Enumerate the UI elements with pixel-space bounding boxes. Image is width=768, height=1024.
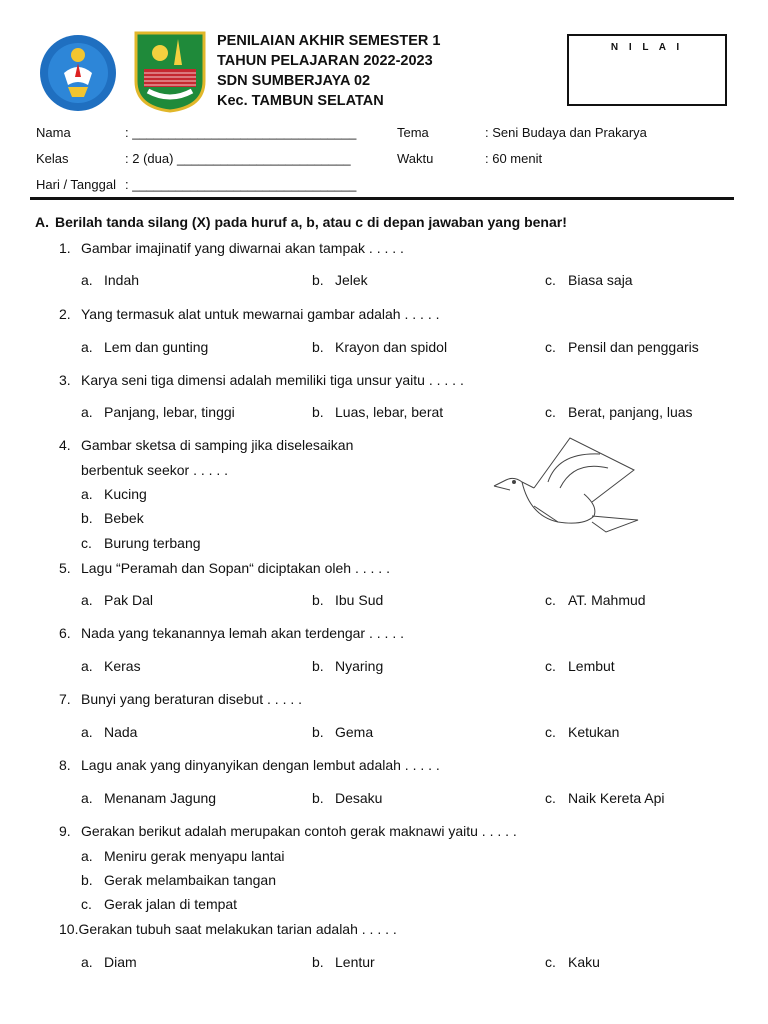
option-letter: c. [545, 658, 556, 674]
option-text: Meniru gerak menyapu lantai [104, 848, 285, 864]
question-10 [59, 921, 397, 937]
option-letter: b. [312, 790, 324, 806]
q4-option-b[interactable] [81, 510, 144, 526]
option-letter: c. [545, 404, 556, 420]
option-text: Nada [104, 724, 138, 740]
tut-wuri-handayani-logo [38, 33, 118, 113]
nama-label: Nama [36, 125, 71, 140]
question-number: 7. [59, 691, 71, 707]
q5-option-a[interactable] [81, 592, 153, 608]
option-letter: a. [81, 404, 93, 420]
question-number: 8. [59, 757, 71, 773]
question-text: Gerakan tubuh saat melakukan tarian adalah . . . . . [78, 921, 397, 937]
option-letter: a. [81, 339, 93, 355]
question-6 [59, 625, 404, 641]
header-line-4: Kec. TAMBUN SELATAN [217, 93, 384, 109]
option-text: Bebek [104, 510, 144, 526]
score-box[interactable] [567, 34, 727, 106]
option-letter: b. [312, 272, 324, 288]
question-4-text-line-2: berbentuk seekor . . . . . [81, 462, 229, 478]
section-a-letter: A. [35, 214, 49, 230]
q8-option-b[interactable] [312, 790, 382, 806]
waktu-value: : 60 menit [485, 151, 543, 166]
question-7 [59, 691, 302, 707]
option-text: Lembut [568, 658, 615, 674]
option-letter: c. [81, 535, 92, 551]
q2-option-a[interactable] [81, 339, 208, 355]
header-line-1: PENILAIAN AKHIR SEMESTER 1 [217, 33, 441, 49]
q9-option-c[interactable] [81, 896, 237, 912]
question-text: Gambar imajinatif yang diwarnai akan tampak . . . . . [81, 240, 404, 256]
header-divider [30, 197, 734, 200]
question-number: 1. [59, 240, 71, 256]
q2-option-c[interactable] [545, 339, 699, 355]
q6-option-b[interactable] [312, 658, 383, 674]
option-letter: a. [81, 272, 93, 288]
option-text: Desaku [335, 790, 383, 806]
option-letter: b. [81, 872, 93, 888]
q3-option-a[interactable] [81, 404, 235, 420]
question-2 [59, 306, 439, 322]
option-text: Gema [335, 724, 374, 740]
q9-option-a[interactable] [81, 848, 285, 864]
question-text: Nada yang tekanannya lemah akan terdengar . . . . . [81, 625, 404, 641]
option-text: Panjang, lebar, tinggi [104, 404, 235, 420]
option-letter: a. [81, 658, 93, 674]
option-text: Berat, panjang, luas [568, 404, 693, 420]
option-letter: c. [545, 724, 556, 740]
option-letter: b. [312, 658, 324, 674]
bekasi-regency-logo [130, 29, 210, 113]
kelas-field[interactable]: : 2 (dua) ________________________ [125, 151, 351, 166]
option-letter: a. [81, 790, 93, 806]
question-text: Lagu “Peramah dan Sopan“ diciptakan oleh . . . . . [81, 560, 390, 576]
option-letter: c. [545, 272, 556, 288]
option-text: Ketukan [568, 724, 620, 740]
q1-option-b[interactable] [312, 272, 368, 288]
option-text: Pensil dan penggaris [568, 339, 699, 355]
q1-option-a[interactable] [81, 272, 139, 288]
q4-option-c[interactable] [81, 535, 201, 551]
option-text: Gerak melambaikan tangan [104, 872, 276, 888]
option-text: Keras [104, 658, 141, 674]
hari-tanggal-field[interactable]: : _______________________________ [125, 177, 357, 192]
question-number: 4. [59, 437, 71, 453]
option-letter: c. [545, 592, 556, 608]
header-line-3: SDN SUMBERJAYA 02 [217, 73, 371, 89]
q1-option-c[interactable] [545, 272, 633, 288]
q9-option-b[interactable] [81, 872, 276, 888]
section-a-instruction: Berilah tanda silang (X) pada huruf a, b, atau c di depan jawaban yang benar! [55, 214, 567, 230]
option-text: Pak Dal [104, 592, 154, 608]
option-letter: b. [312, 592, 324, 608]
q8-option-a[interactable] [81, 790, 216, 806]
tema-value: : Seni Budaya dan Prakarya [485, 125, 647, 140]
option-text: Nyaring [335, 658, 384, 674]
q2-option-b[interactable] [312, 339, 447, 355]
option-letter: b. [312, 954, 324, 970]
question-number: 9. [59, 823, 71, 839]
option-text: Kaku [568, 954, 600, 970]
question-number: 5. [59, 560, 71, 576]
hari-tanggal-label: Hari / Tanggal [36, 177, 116, 192]
option-letter: b. [312, 724, 324, 740]
option-text: Indah [104, 272, 140, 288]
q3-option-b[interactable] [312, 404, 443, 420]
question-text: Karya seni tiga dimensi adalah memiliki tiga unsur yaitu . . . . . [81, 372, 464, 388]
q8-option-c[interactable] [545, 790, 665, 806]
question-text: Bunyi yang beraturan disebut . . . . . [81, 691, 303, 707]
option-text: AT. Mahmud [568, 592, 646, 608]
option-letter: a. [81, 592, 93, 608]
option-letter: c. [81, 896, 92, 912]
option-letter: c. [545, 790, 556, 806]
question-5 [59, 560, 390, 576]
q5-option-c[interactable] [545, 592, 646, 608]
option-letter: a. [81, 486, 93, 502]
waktu-label: Waktu [397, 151, 434, 166]
question-1 [59, 240, 404, 256]
option-letter: a. [81, 724, 93, 740]
option-text: Jelek [335, 272, 368, 288]
option-text: Diam [104, 954, 137, 970]
option-letter: c. [545, 339, 556, 355]
section-a-title [35, 214, 567, 230]
option-text: Krayon dan spidol [335, 339, 448, 355]
q7-option-b[interactable] [312, 724, 373, 740]
q7-option-a[interactable] [81, 724, 137, 740]
q4-option-a[interactable] [81, 486, 147, 502]
header-line-2: TAHUN PELAJARAN 2022-2023 [217, 53, 433, 69]
question-8 [59, 757, 440, 773]
nama-field[interactable]: : _______________________________ [125, 125, 357, 140]
option-letter: c. [545, 954, 556, 970]
option-letter: b. [81, 510, 93, 526]
tema-label: Tema [397, 125, 429, 140]
option-text: Luas, lebar, berat [335, 404, 444, 420]
option-text: Naik Kereta Api [568, 790, 665, 806]
question-text: Gerakan berikut adalah merupakan contoh gerak maknawi yaitu . . . . . [81, 823, 517, 839]
option-letter: a. [81, 954, 93, 970]
question-text: Gambar sketsa di samping jika diselesaikan [81, 437, 354, 453]
question-3 [59, 372, 464, 388]
question-number: 6. [59, 625, 71, 641]
option-letter: b. [312, 404, 324, 420]
q7-option-c[interactable] [545, 724, 619, 740]
question-text: Lagu anak yang dinyanyikan dengan lembut adalah . . . . . [81, 757, 440, 773]
option-text: Lem dan gunting [104, 339, 209, 355]
option-text: Biasa saja [568, 272, 633, 288]
question-9 [59, 823, 517, 839]
question-4 [59, 437, 353, 453]
exam-header [217, 31, 440, 111]
q10-option-c[interactable] [545, 954, 600, 970]
score-box-label: N I L A I [610, 42, 684, 53]
question-number: 10. [59, 921, 79, 937]
option-letter: b. [312, 339, 324, 355]
bird-sketch-image [488, 432, 648, 547]
q6-option-c[interactable] [545, 658, 615, 674]
q10-option-b[interactable] [312, 954, 375, 970]
question-text: Yang termasuk alat untuk mewarnai gambar adalah . . . . . [81, 306, 440, 322]
option-text: Gerak jalan di tempat [104, 896, 238, 912]
option-text: Lentur [335, 954, 375, 970]
option-text: Menanam Jagung [104, 790, 217, 806]
option-text: Ibu Sud [335, 592, 384, 608]
question-number: 2. [59, 306, 71, 322]
option-text: Kucing [104, 486, 147, 502]
q5-option-b[interactable] [312, 592, 383, 608]
kelas-label: Kelas [36, 151, 69, 166]
option-letter: a. [81, 848, 93, 864]
q3-option-c[interactable] [545, 404, 693, 420]
question-number: 3. [59, 372, 71, 388]
option-text: Burung terbang [104, 535, 201, 551]
q10-option-a[interactable] [81, 954, 137, 970]
q6-option-a[interactable] [81, 658, 141, 674]
